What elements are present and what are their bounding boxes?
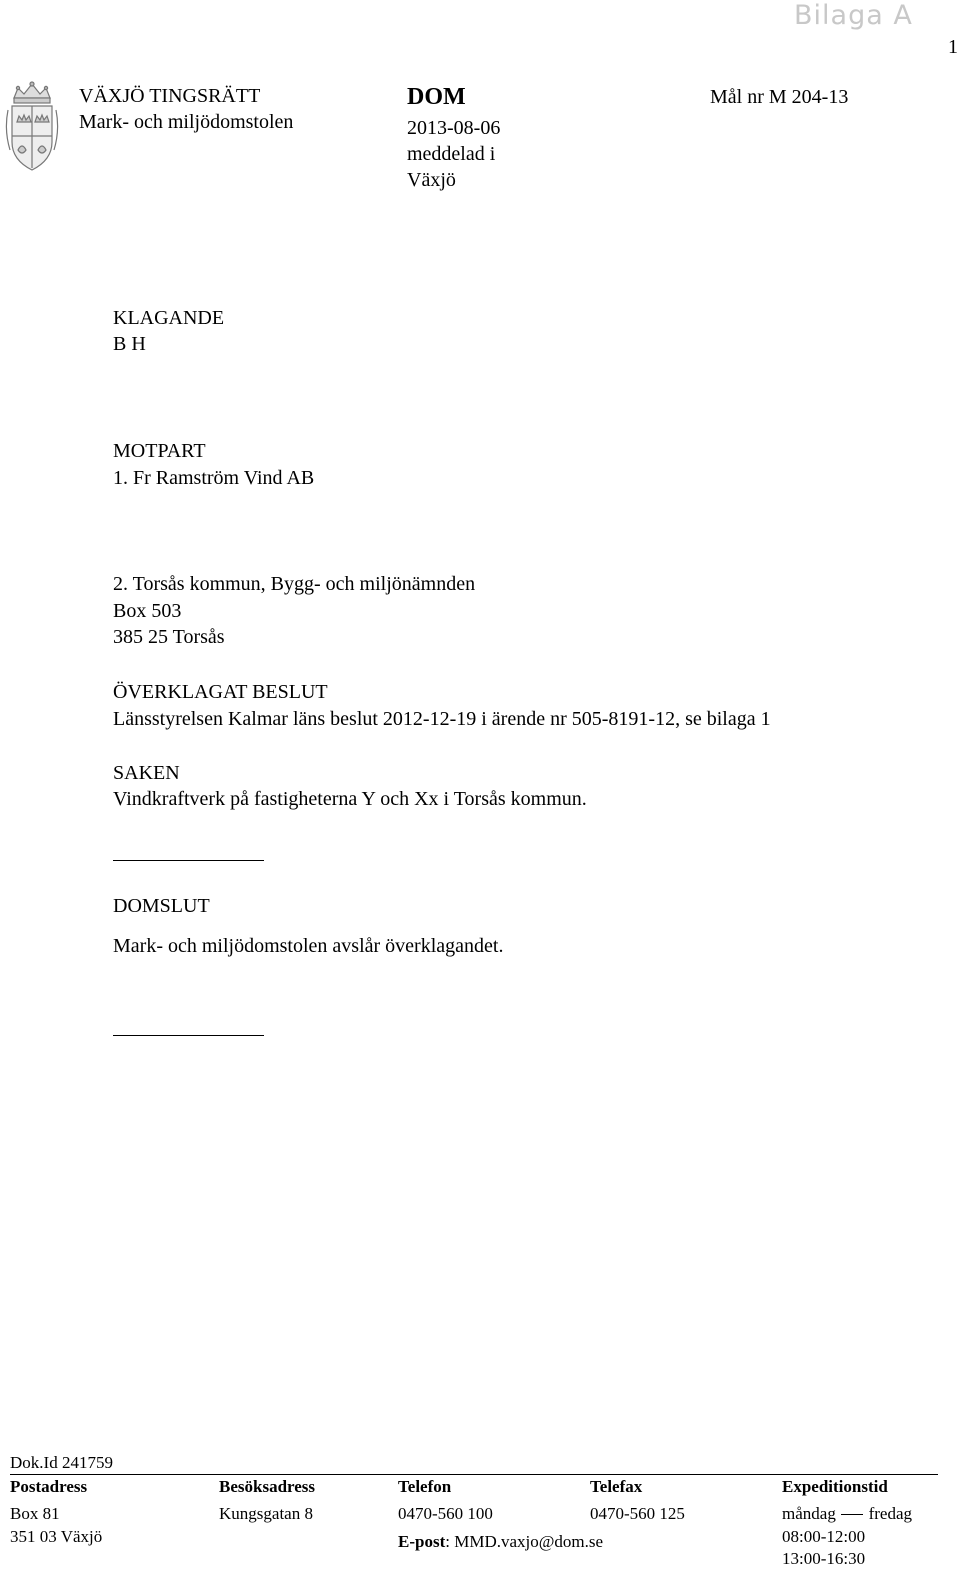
court-division: Mark- och miljödomstolen [79, 111, 294, 133]
hours-day-to: fredag [868, 1504, 912, 1523]
court-name: VÄXJÖ TINGSRÄTT [79, 85, 261, 107]
visit-heading: Besöksadress [219, 1477, 316, 1496]
matter-text: Vindkraftverk på fastigheterna Y och Xx i Torsås kommun. [113, 788, 587, 810]
postal-heading: Postadress [10, 1477, 88, 1496]
email-value: : MMD.vaxjo@dom.se [445, 1532, 604, 1551]
appellant-name: B H [113, 333, 146, 355]
hours-day-from: måndag [782, 1504, 836, 1523]
hours-morning: 08:00-12:00 [782, 1527, 866, 1546]
matter-heading: SAKEN [113, 762, 180, 784]
hours-afternoon: 13:00-16:30 [782, 1549, 866, 1568]
footer-rule [10, 1474, 938, 1475]
appealed-decision-heading: ÖVERKLAGAT BESLUT [113, 681, 328, 703]
document-date: 2013-08-06 [407, 117, 501, 139]
coat-of-arms-icon [4, 80, 60, 174]
fax-heading: Telefax [590, 1477, 643, 1496]
watermark: Bilaga A [794, 0, 913, 31]
document-id: Dok.Id 241759 [10, 1453, 113, 1472]
phone-value: 0470-560 100 [398, 1504, 493, 1523]
respondent-party-2-address-2: 385 25 Torsås [113, 626, 225, 648]
page-number: 1 [948, 36, 958, 58]
postal-line-1: Box 81 [10, 1504, 60, 1523]
email-label: E-post [398, 1532, 446, 1551]
issued-label: meddelad i [407, 143, 496, 165]
respondent-party-2-address-1: Box 503 [113, 600, 182, 622]
visit-line-1: Kungsgatan 8 [219, 1504, 313, 1523]
hours-days [782, 1503, 912, 1525]
postal-line-2: 351 03 Växjö [10, 1527, 103, 1546]
respondent-heading: MOTPART [113, 440, 206, 462]
fax-value: 0470-560 125 [590, 1504, 685, 1523]
respondent-party-2: 2. Torsås kommun, Bygg- och miljönämnden [113, 573, 476, 595]
respondent-party-1: 1. Fr Ramström Vind AB [113, 467, 315, 489]
ruling-text: Mark- och miljödomstolen avslår överklagandet. [113, 935, 504, 957]
separator-line [113, 1035, 264, 1036]
issued-place: Växjö [407, 169, 456, 191]
email-line [398, 1531, 603, 1553]
appellant-heading: KLAGANDE [113, 307, 225, 329]
document-type: DOM [407, 84, 466, 110]
hours-heading: Expeditionstid [782, 1477, 888, 1496]
ruling-heading: DOMSLUT [113, 895, 210, 917]
case-number: Mål nr M 204-13 [710, 86, 849, 108]
appealed-decision-text: Länsstyrelsen Kalmar läns beslut 2012-12-19 i ärende nr 505-8191-12, se bilaga 1 [113, 708, 771, 730]
separator-line [113, 860, 264, 861]
phone-heading: Telefon [398, 1477, 452, 1496]
hours-dash [841, 1514, 863, 1525]
